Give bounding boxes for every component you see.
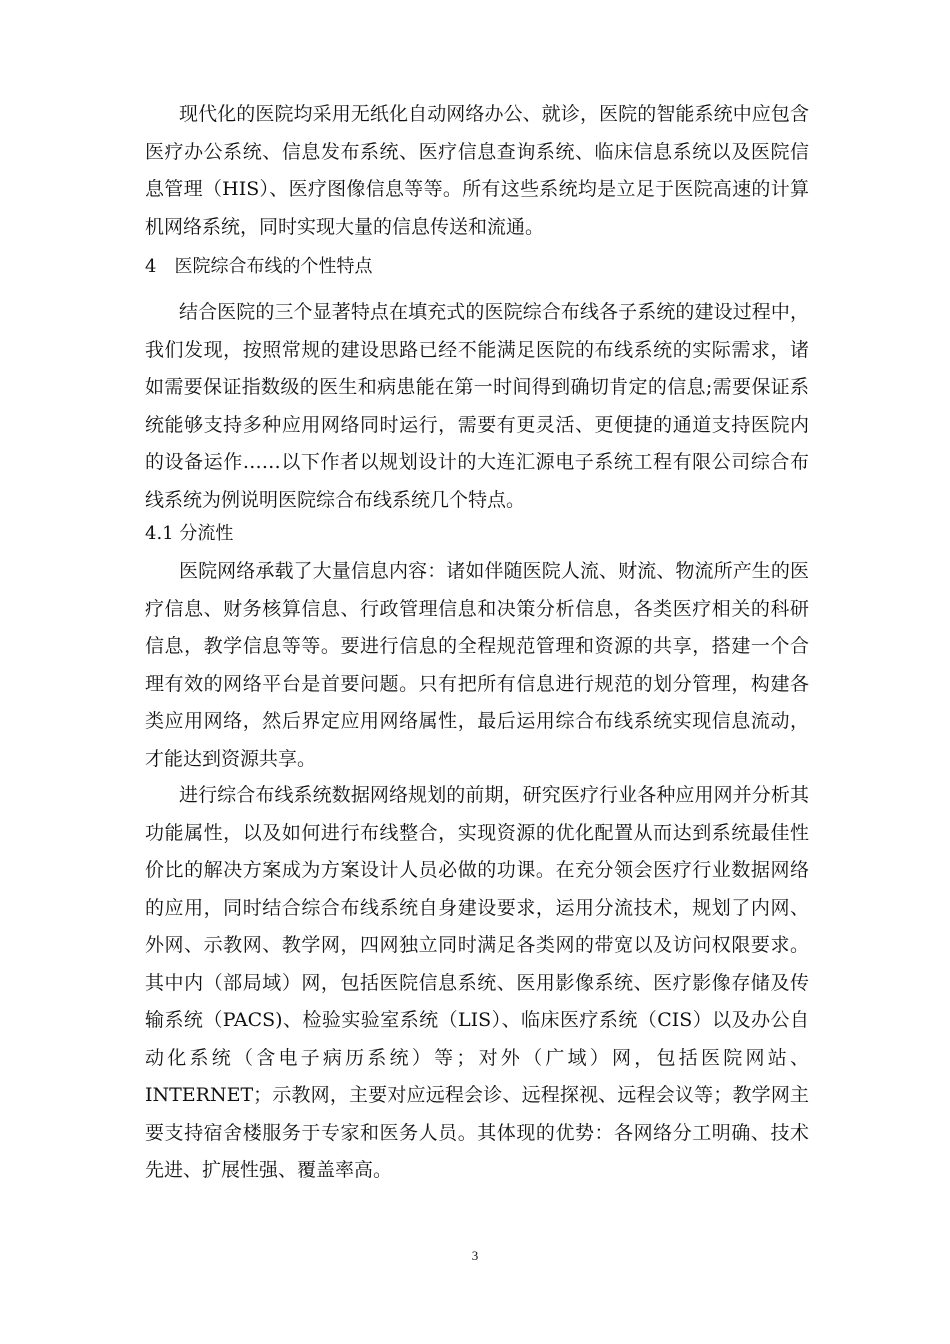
paragraph-network-planning: 进行综合布线系统数据网络规划的前期，研究医疗行业各种应用网并分析其功能属性，以及如何进行布线整合，实现资源的优化配置从而达到系统最佳性价比的解决方案成为方案设计人员必做的功课。在充分领会医疗行业数据网络的应用，同时结合综合布线系统自身建设要求，运用分流技术，规划了内网、外网、示教网、教学网，四网独立同时满足各类网的带宽以及访问权限要求。其中内（部局域）网，包括医院信息系统、医用影像系统、医疗影像存储及传输系统（PACS)、检验实验室系统（LIS）、临床医疗系统（CIS）以及办公自动化系统（含电子病历系统）等；对外（广域）网，包括医院网站、INTERNET；示教网，主要对应远程会诊、远程探视、远程会议等；教学网主要支持宿舍楼服务于专家和医务人员。其体现的优势：各网络分工明确、技术先进、扩展性强、覆盖率高。 — [145, 784, 809, 1181]
section-heading-4: 4 医院综合布线的个性特点 — [145, 256, 373, 277]
paragraph-features: 结合医院的三个显著特点在填充式的医院综合布线各子系统的建设过程中，我们发现，按照常规的建设思路已经不能满足医院的布线系统的实际需求，诸如需要保证指数级的医生和病患能在第一时间得到确切肯定的信息;需要保证系统能够支持多种应用网络同时运行，需要有更灵活、更便捷的通道支持医院内的设备运作……以下作者以规划设计的大连汇源电子系统工程有限公司综合布线系统为例说明医院综合布线系统几个特点。 — [145, 301, 809, 511]
paragraph-intro: 现代化的医院均采用无纸化自动网络办公、就诊，医院的智能系统中应包含医疗办公系统、信息发布系统、医疗信息查询系统、临床信息系统以及医院信息管理（HIS）、医疗图像信息等等。所有这些系统均是立足于医院高速的计算机网络系统，同时实现大量的信息传送和流通。 — [145, 103, 809, 238]
section-heading-4-1: 4.1 分流性 — [145, 523, 234, 544]
paragraph-network-content: 医院网络承载了大量信息内容：诸如伴随医院人流、财流、物流所产生的医疗信息、财务核算信息、行政管理信息和决策分析信息，各类医疗相关的科研信息，教学信息等等。要进行信息的全程规范管理和资源的共享，搭建一个合理有效的网络平台是首要问题。只有把所有信息进行规范的划分管理，构建各类应用网络，然后界定应用网络属性，最后运用综合布线系统实现信息流动，才能达到资源共享。 — [145, 560, 809, 770]
page-number: 3 — [471, 1248, 479, 1263]
